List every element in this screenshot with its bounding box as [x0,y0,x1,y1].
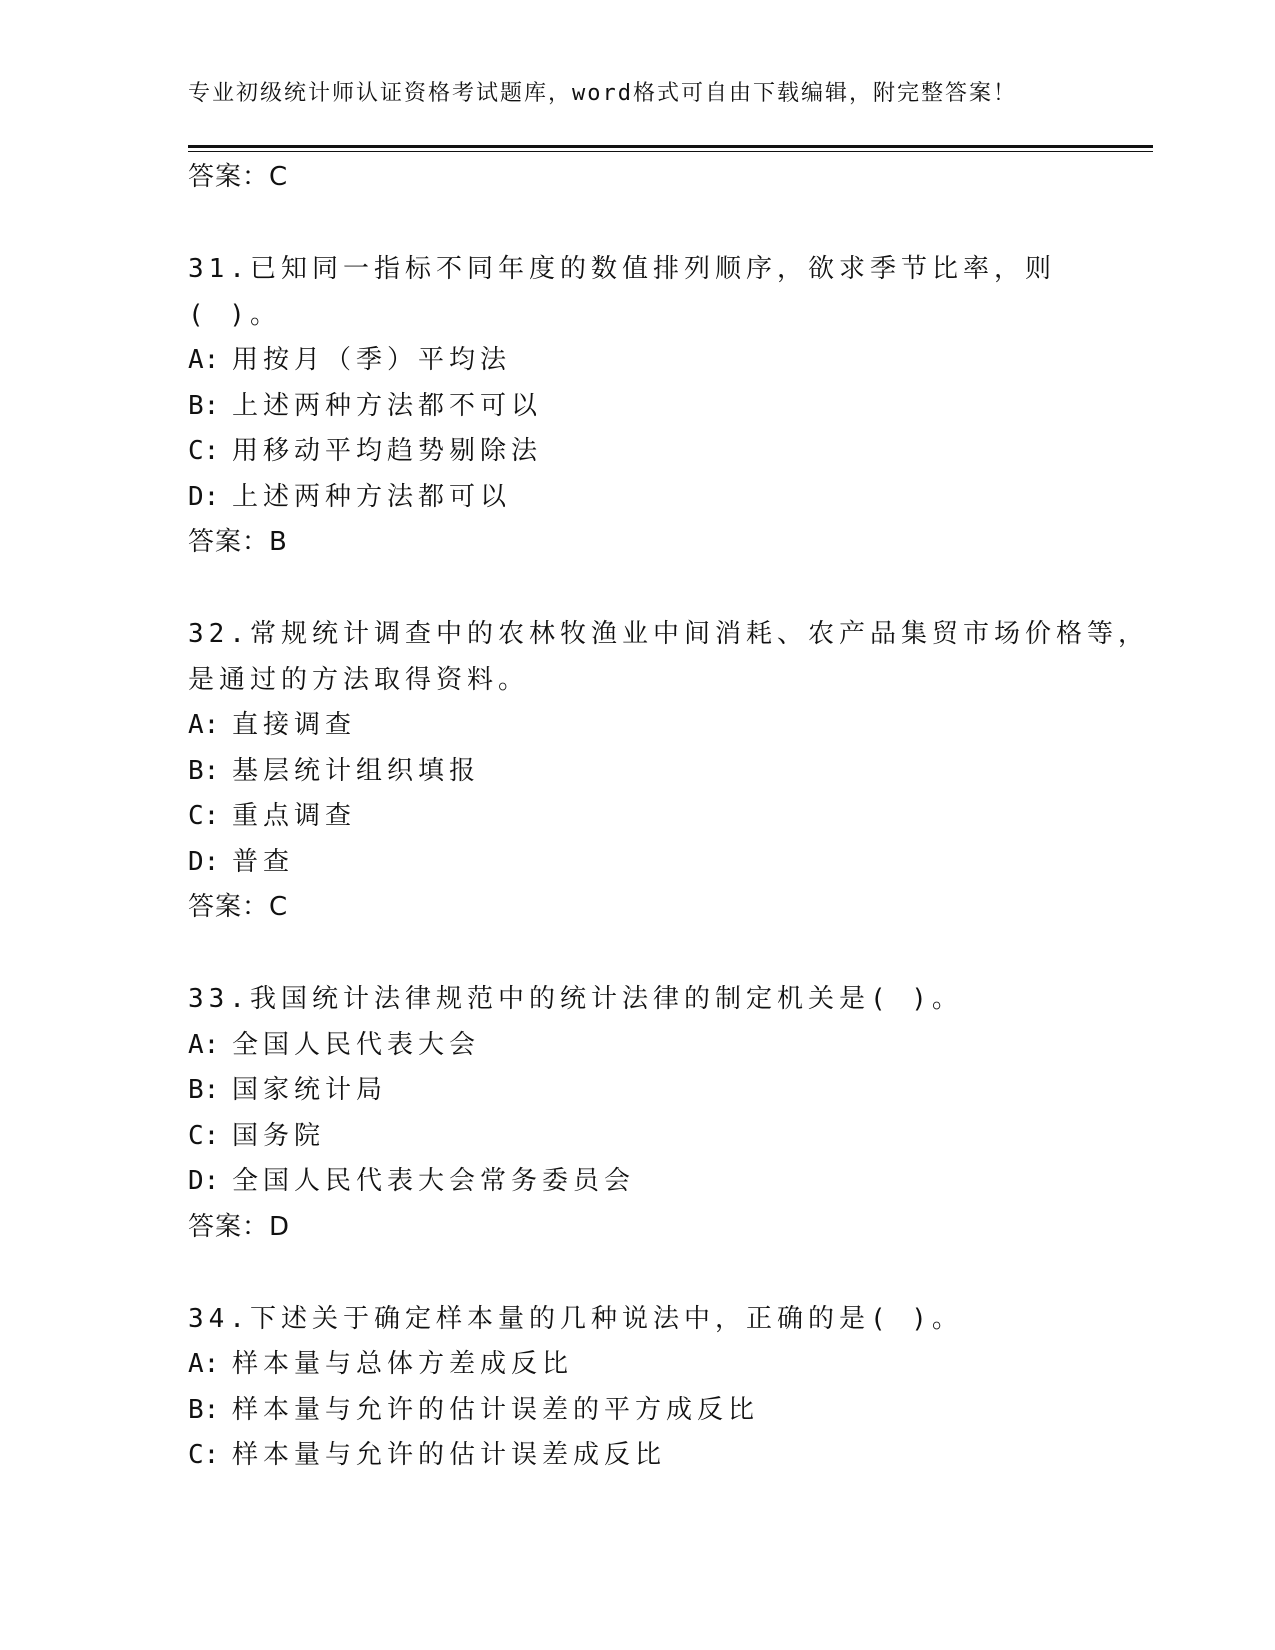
answer-label: 答案： [188,162,270,192]
question-32 [188,612,1153,930]
option-c [188,1433,1153,1479]
option-key: C: [188,1440,220,1470]
option-c [188,794,1153,840]
option-text: 国务院 [232,1120,326,1151]
option-key: C: [188,1120,220,1151]
option-c [188,429,1153,475]
question-34 [188,1297,1153,1479]
option-text: 全国人民代表大会常务委员会 [232,1166,636,1196]
answer-letter: D [269,1211,291,1242]
question-stem: 是通过的方法取得资料。 [188,664,530,695]
option-key: D: [188,1166,220,1196]
option-key: B: [188,1075,220,1105]
option-text: 用移动平均趋势剔除法 [232,436,543,466]
option-text: 样本量与总体方差成反比 [232,1349,574,1379]
option-text: 普查 [232,846,295,877]
answer-31 [188,520,1153,565]
option-key: B: [188,1394,220,1425]
option-text: 重点调查 [232,801,357,831]
option-text: 上述两种方法都可以 [232,481,512,512]
question-33 [188,977,1153,1250]
option-a [188,1023,1153,1069]
option-a [188,338,1153,384]
option-d [188,475,1153,521]
option-key: A: [188,1029,220,1060]
page-header: 专业初级统计师认证资格考试题库，word格式可自由下载编辑，附完整答案！ [188,81,1017,106]
option-d [188,1159,1153,1205]
option-text: 全国人民代表大会 [232,1029,481,1060]
option-b [188,749,1153,795]
option-d [188,840,1153,886]
question-stem: 32.常规统计调查中的农林牧渔业中间消耗、农产品集贸市场价格等， [188,619,1149,649]
question-content [188,155,1153,1479]
question-stem: 33.我国统计法律规范中的统计法律的制定机关是( )。 [188,984,963,1014]
answer-letter: C [269,892,289,922]
option-text: 样本量与允许的估计误差的平方成反比 [232,1394,760,1425]
question-stem: 31.已知同一指标不同年度的数值排列顺序，欲求季节比率，则 [188,254,1056,284]
question-stem: ( )。 [188,299,281,330]
answer-label: 答案： [188,892,270,922]
answer-32 [188,885,1153,930]
option-key: A: [188,710,220,740]
option-text: 用按月（季）平均法 [232,345,512,375]
option-a [188,1342,1153,1388]
question-stem: 34.下述关于确定样本量的几种说法中，正确的是( )。 [188,1303,963,1334]
option-text: 样本量与允许的估计误差成反比 [232,1440,667,1470]
option-a [188,703,1153,749]
option-c [188,1114,1153,1160]
option-key: D: [188,481,220,512]
header-rule-thin [188,151,1153,152]
option-text: 基层统计组织填报 [232,755,481,786]
option-key: A: [188,345,220,375]
option-b [188,384,1153,430]
option-key: B: [188,755,220,786]
option-b [188,1388,1153,1434]
answer-letter: C [269,162,289,192]
answer-label: 答案： [188,1211,270,1242]
option-text: 国家统计局 [232,1075,388,1105]
question-31 [188,247,1153,565]
option-key: C: [188,801,220,831]
option-b [188,1068,1153,1114]
header-rule-thick [188,145,1153,148]
answer-label: 答案： [188,527,270,557]
option-key: D: [188,846,220,877]
answer-letter: B [269,527,288,557]
option-key: A: [188,1349,220,1379]
option-key: C: [188,436,220,466]
answer-33 [188,1205,1153,1250]
answer-30 [188,155,1153,200]
option-text: 上述两种方法都不可以 [232,390,543,421]
option-key: B: [188,390,220,421]
option-text: 直接调查 [232,710,357,740]
